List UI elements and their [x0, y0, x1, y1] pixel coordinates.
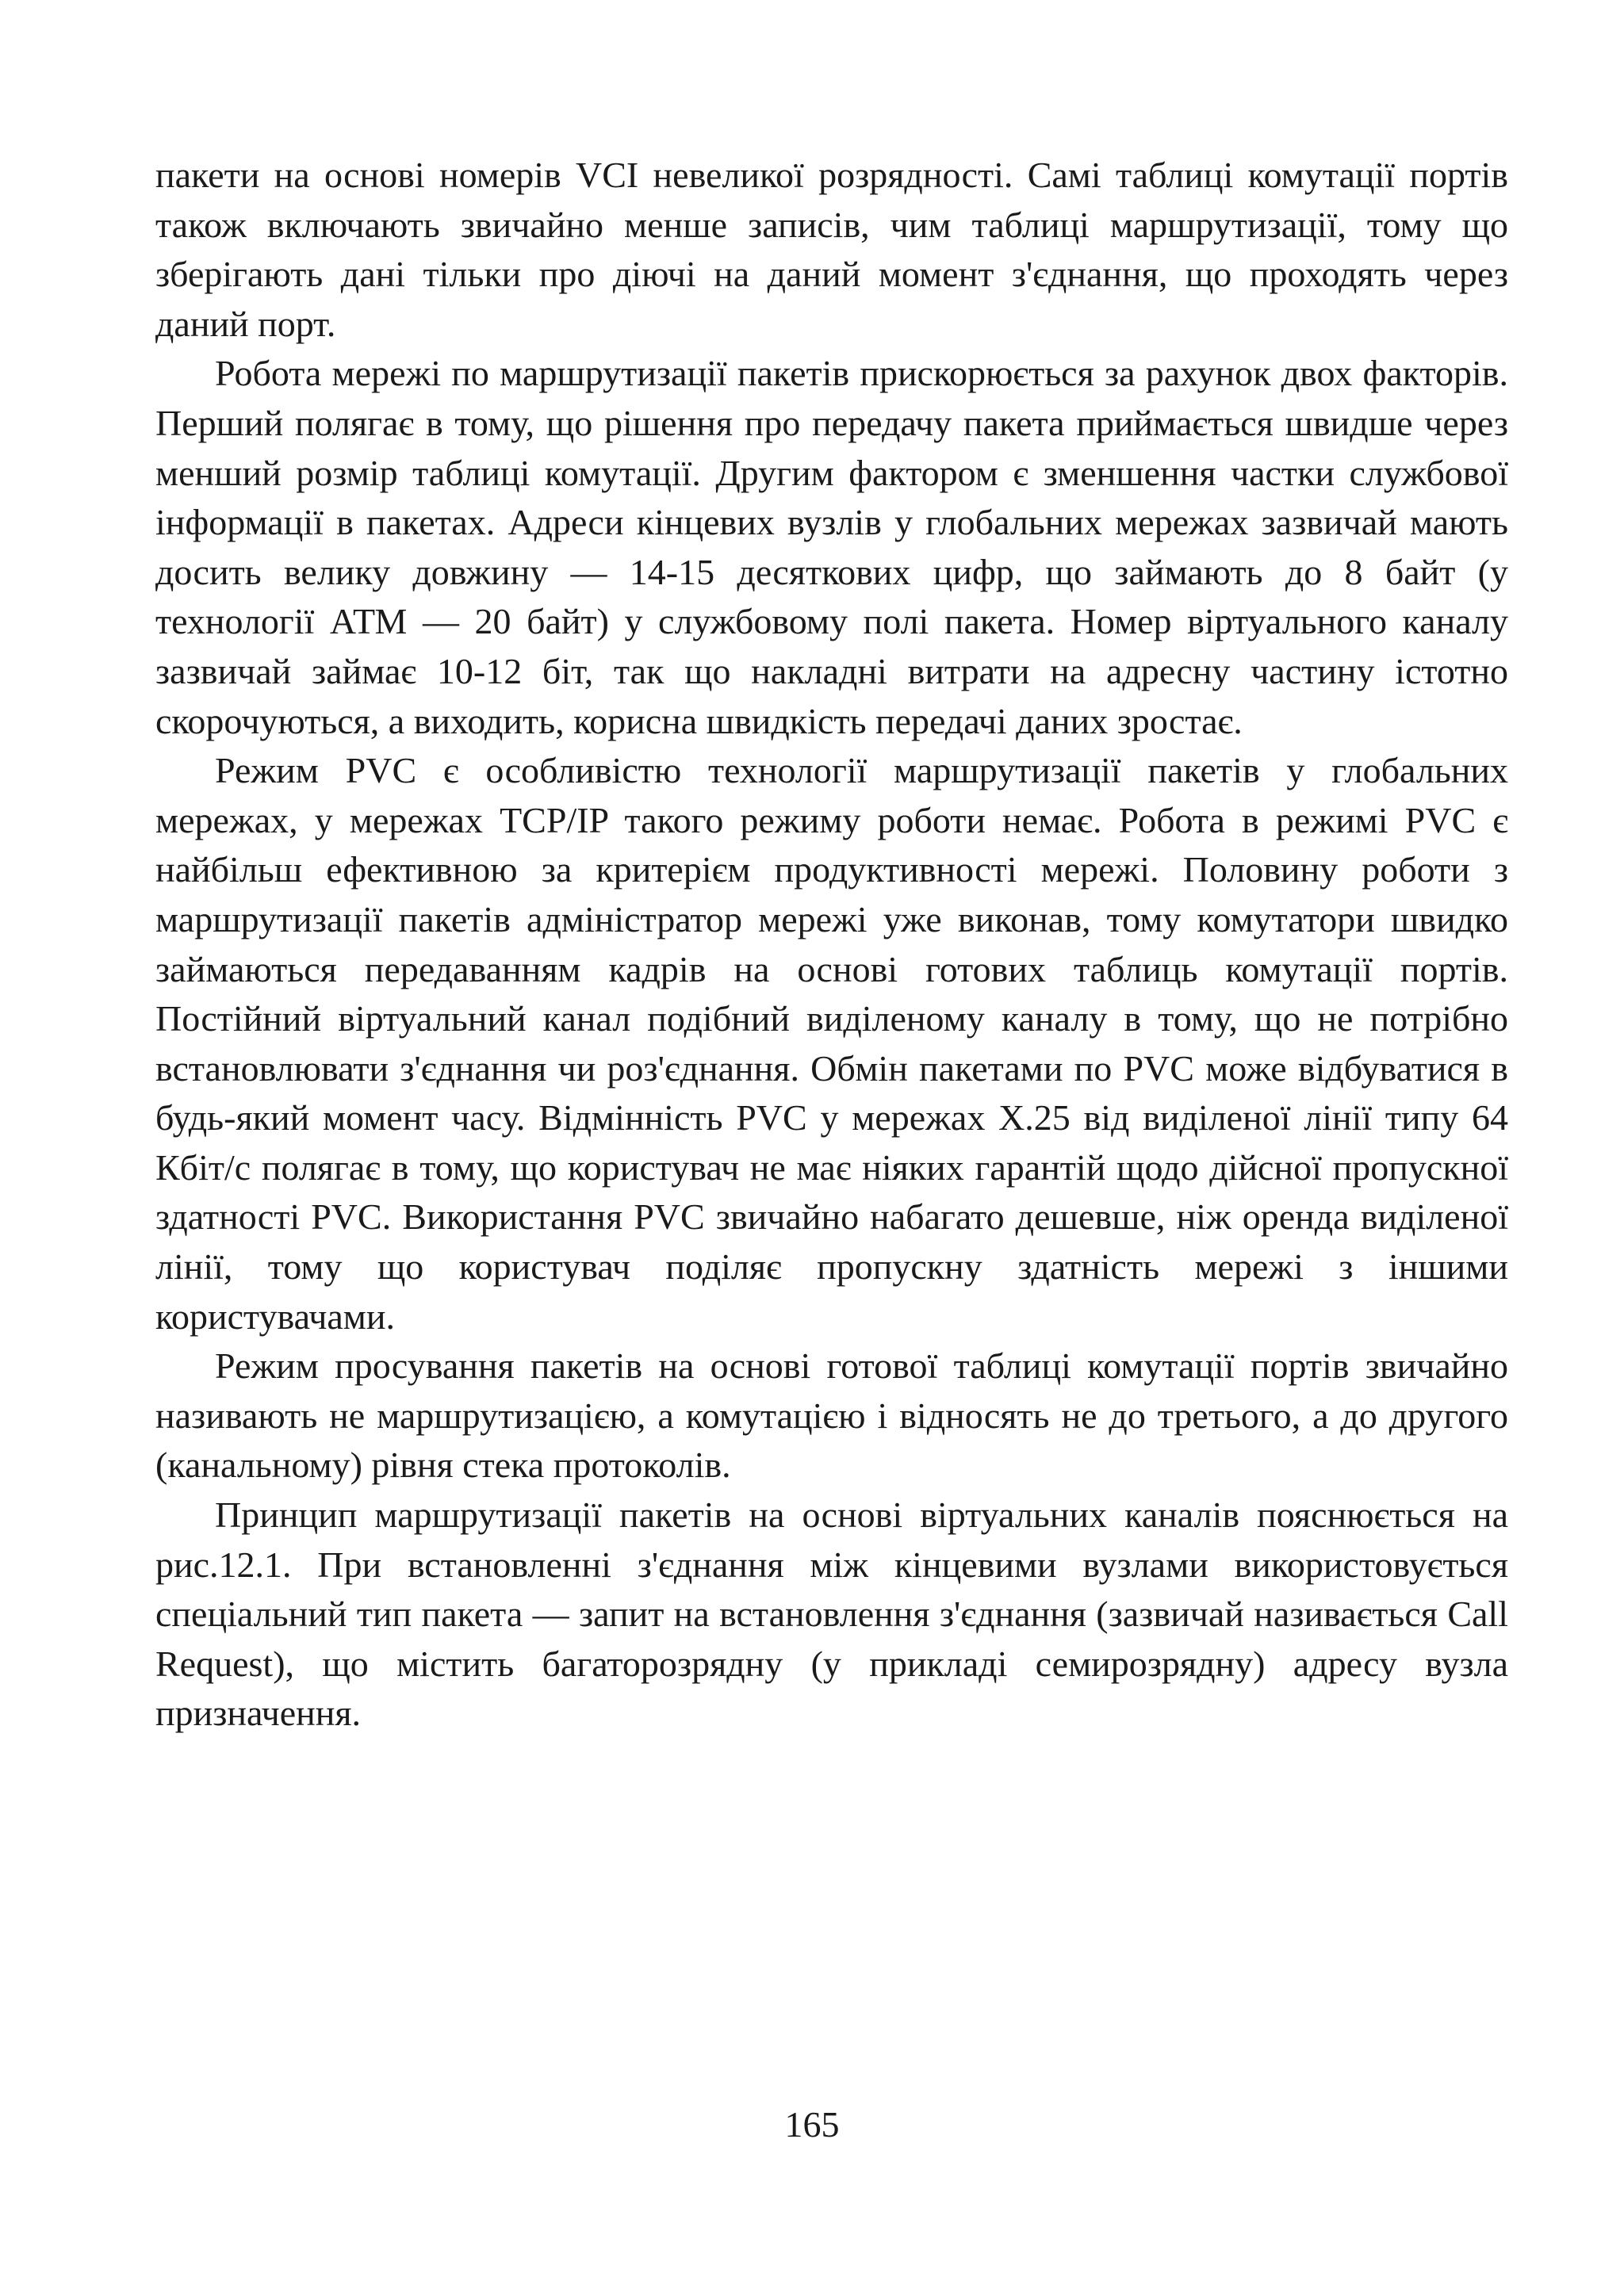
paragraph-vci-tables: пакети на основі номерів VCI невеликої розрядності. Самі таблиці комутації портів також включають звичайно менше записів, чим таблиці маршрутизації, тому що зберігають дані тільки про діючі на даний момент з'єднання, що проходять через даний порт.: [155, 155, 1508, 344]
paragraph-routing-principle: Принцип маршрутизації пакетів на основі віртуальних каналів пояснюється на рис.12.1. При встановленні з'єднання між кінцевими вузлами використовується спеціальний тип пакета — запит на встановлення з'єднання (зазвичай називається Call Request), що містить багаторозрядну (у прикладі семирозрядну) адресу вузла призначення.: [155, 1494, 1508, 1734]
page-number: 165: [784, 2104, 840, 2145]
body-text: [155, 151, 1508, 1739]
paragraph-routing-speedup: Робота мережі по маршрутизації пакетів прискорюється за рахунок двох факторів. Перший полягає в тому, що рішення про передачу пакета приймається швидше через менший розмір таблиці комутації. Другим фактором є зменшення частки службової інформації в пакетах. Адреси кінцевих вузлів у глобальних мережах зазвичай мають досить велику довжину — 14-15 десяткових цифр, що займають до 8 байт (у технології АТМ — 20 байт) у службовому полі пакета. Номер віртуального каналу зазвичай займає 10-12 біт, так що накладні витрати на адресну частину істотно скорочуються, а виходить, корисна швидкість передачі даних зростає.: [155, 353, 1508, 741]
paragraph-switching: Режим просування пакетів на основі готової таблиці комутації портів звичайно називають не маршрутизацією, а комутацією і відносять не до третього, а до другого (канальному) рівня стека протоколів.: [155, 1345, 1508, 1486]
paragraph-pvc-mode: Режим PVC є особливістю технології маршрутизації пакетів у глобальних мережах, у мережах TCP/IP такого режиму роботи немає. Робота в режимі PVC є найбільш ефективною за критерієм продуктивності мережі. Половину роботи з маршрутизації пакетів адміністратор мережі уже виконав, тому комутатори швидко займаються передаванням кадрів на основі готових таблиць комутації портів. Постійний віртуальний канал подібний виділеному каналу в тому, що не потрібно встановлювати з'єднання чи роз'єднання. Обмін пакетами по PVC може відбуватися в будь-який момент часу. Відмінність PVC у мережах X.25 від виділеної лінії типу 64 Кбіт/с полягає в тому, що користувач не має ніяких гарантій щодо дійсної пропускної здатності PVC. Використання PVC звичайно набагато дешевше, ніж оренда виділеної лінії, тому що користувач поділяє пропускну здатність мережі з іншими користувачами.: [155, 750, 1508, 1337]
